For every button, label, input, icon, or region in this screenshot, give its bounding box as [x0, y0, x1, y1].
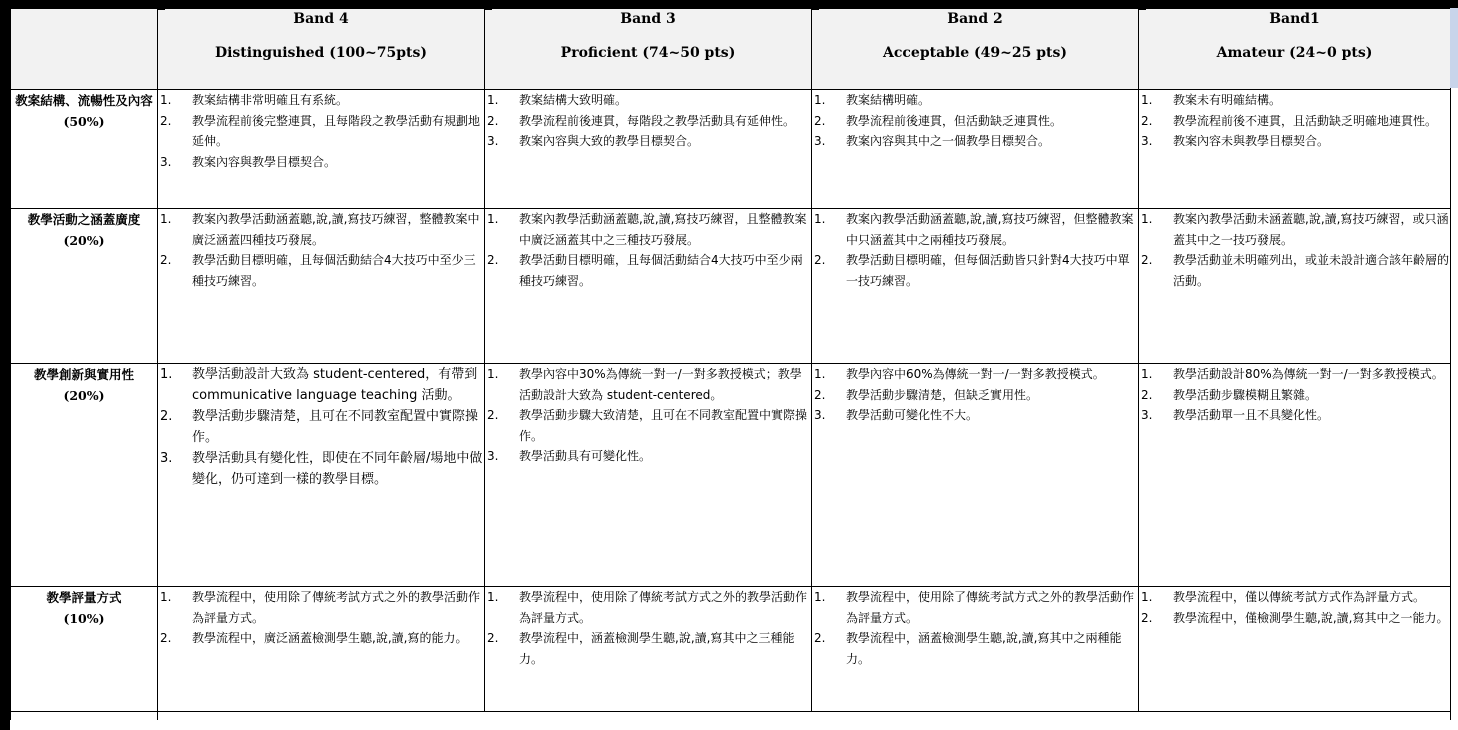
item-number: 3.	[814, 408, 826, 422]
descriptor-item	[487, 111, 811, 132]
band-name: Band 3	[620, 11, 676, 27]
item-number: 2.	[160, 253, 172, 267]
item-number: 3.	[1141, 134, 1153, 148]
item-text: 教案未有明確結構。	[1173, 93, 1282, 107]
header-accent-strip	[1450, 8, 1458, 88]
descriptor-list	[485, 587, 811, 669]
descriptor-item	[1141, 131, 1450, 152]
descriptor-list	[158, 90, 484, 172]
item-number: 1.	[814, 93, 826, 107]
band-descriptor-cell	[1139, 364, 1451, 587]
descriptor-item	[487, 446, 811, 467]
item-number: 1.	[160, 367, 173, 382]
descriptor-list	[485, 209, 811, 291]
item-text: 教學活動步驟清楚，但缺乏實用性。	[846, 387, 1039, 402]
criterion-header	[11, 209, 158, 364]
item-text: 教案內教學活動涵蓋聽,說,讀,寫技巧練習，整體教案中廣泛涵蓋四種技巧發展。	[192, 212, 480, 247]
descriptor-item	[1141, 608, 1450, 629]
trailing-row	[11, 712, 1451, 721]
descriptor-item	[1141, 587, 1450, 608]
descriptor-item	[1141, 111, 1450, 132]
item-number: 2.	[160, 409, 173, 424]
descriptor-item	[487, 209, 811, 250]
descriptor-item	[487, 364, 811, 405]
criterion-header	[11, 90, 158, 209]
item-text: 教學活動設計80%為傳統一對一/一對多教授模式。	[1173, 367, 1444, 381]
item-number: 2.	[814, 253, 826, 267]
criterion-name: 教案結構、流暢性及內容	[15, 93, 153, 108]
item-text: 教學流程中，使用除了傳統考試方式之外的教學活動作為評量方式。	[519, 590, 808, 625]
item-text: 教學活動步驟大致清楚，且可在不同教室配置中實際操作。	[519, 408, 808, 443]
item-number: 2.	[1141, 253, 1153, 267]
descriptor-item	[160, 250, 484, 291]
band-1-header	[1139, 9, 1451, 90]
descriptor-list	[158, 209, 484, 291]
item-text: 教學流程中，僅以傳統考試方式作為評量方式。	[1173, 590, 1426, 604]
band-range: Proficient (74~50 pts)	[560, 45, 736, 61]
item-text: 教學活動步驟模糊且繁雜。	[1173, 387, 1318, 402]
item-text: 教學活動目標明確，且每個活動結合4大技巧中至少三種技巧練習。	[192, 253, 476, 288]
criterion-header	[11, 364, 158, 587]
descriptor-list	[812, 209, 1138, 291]
item-text: 教學流程中，涵蓋檢測學生聽,說,讀,寫其中之三種能力。	[519, 631, 795, 666]
band-name: Band 4	[293, 11, 349, 27]
rubric-page	[10, 8, 1458, 730]
descriptor-item	[160, 209, 484, 250]
item-text: 教學流程中，僅檢測學生聽,說,讀,寫其中之一能力。	[1173, 610, 1449, 625]
descriptor-list	[158, 587, 484, 649]
band-descriptor-cell	[485, 364, 812, 587]
item-number: 2.	[487, 408, 499, 422]
item-number: 1.	[814, 590, 826, 604]
descriptor-list	[485, 90, 811, 152]
item-number: 2.	[1141, 113, 1153, 128]
item-number: 2.	[1141, 610, 1153, 625]
item-text: 教案內教學活動未涵蓋聽,說,讀,寫技巧練習，或只涵蓋其中之一技巧發展。	[1173, 212, 1449, 247]
item-text: 教案內容與其中之一個教學目標契合。	[846, 134, 1051, 148]
descriptor-item	[814, 364, 1138, 385]
criterion-row	[11, 587, 1451, 712]
item-number: 2.	[814, 113, 826, 128]
descriptor-item	[1141, 250, 1450, 291]
criterion-weight: (20%)	[63, 233, 105, 248]
descriptor-item	[814, 250, 1138, 291]
band-descriptor-cell	[1139, 209, 1451, 364]
item-number: 2.	[1141, 387, 1153, 402]
item-text: 教學活動目標明確，但每個活動皆只針對4大技巧中單一技巧練習。	[846, 253, 1130, 288]
descriptor-item	[160, 152, 484, 173]
item-text: 教案內教學活動涵蓋聽,說,讀,寫技巧練習，但整體教案中只涵蓋其中之兩種技巧發展。	[846, 212, 1134, 247]
item-text: 教案內容未與教學目標契合。	[1173, 134, 1330, 148]
item-text: 教學活動具有變化性，即使在不同年齡層/場地中做變化，仍可達到一樣的教學目標。	[192, 451, 483, 487]
item-text: 教學內容中60%為傳統一對一/一對多教授模式。	[846, 367, 1105, 381]
item-number: 1.	[487, 212, 499, 226]
item-text: 教案內容與教學目標契合。	[192, 154, 337, 169]
descriptor-item	[160, 587, 484, 628]
descriptor-item	[814, 587, 1138, 628]
descriptor-item	[814, 405, 1138, 426]
item-number: 1.	[814, 367, 826, 381]
criterion-row	[11, 90, 1451, 209]
band-descriptor-cell	[485, 587, 812, 712]
descriptor-list	[812, 587, 1138, 669]
descriptor-item	[487, 250, 811, 291]
item-number: 1.	[487, 367, 499, 381]
descriptor-list	[812, 364, 1138, 426]
item-text: 教案結構非常明確且有系統。	[192, 93, 349, 107]
band-range: Amateur (24~0 pts)	[1216, 45, 1373, 61]
item-number: 1.	[1141, 590, 1153, 604]
band-descriptor-cell	[812, 90, 1139, 209]
band-descriptor-cell	[158, 587, 485, 712]
item-text: 教案內教學活動涵蓋聽,說,讀,寫技巧練習，且整體教案中廣泛涵蓋其中之三種技巧發展。	[519, 212, 807, 247]
descriptor-list	[812, 90, 1138, 152]
item-text: 教學流程前後連貫，但活動缺乏連貫性。	[846, 113, 1063, 128]
item-text: 教學流程前後不連貫，且活動缺乏明確地連貫性。	[1173, 113, 1438, 128]
criterion-header	[11, 587, 158, 712]
item-number: 3.	[487, 449, 499, 463]
item-number: 1.	[1141, 212, 1153, 226]
descriptor-item	[1141, 364, 1450, 385]
item-number: 1.	[487, 590, 499, 604]
item-number: 1.	[160, 212, 172, 226]
item-number: 3.	[814, 134, 826, 148]
item-text: 教學活動並未明確列出，或並未設計適合該年齡層的活動。	[1173, 253, 1450, 288]
criterion-name: 教學創新與實用性	[33, 367, 134, 382]
descriptor-item	[487, 90, 811, 111]
item-text: 教學流程中，涵蓋檢測學生聽,說,讀,寫其中之兩種能力。	[846, 631, 1122, 666]
item-number: 1.	[160, 590, 172, 604]
descriptor-item	[814, 209, 1138, 250]
item-number: 2.	[487, 631, 499, 645]
item-text: 教案結構大致明確。	[519, 93, 628, 107]
band-name: Band1	[1269, 11, 1320, 27]
item-text: 教學活動目標明確，且每個活動結合4大技巧中至少兩種技巧練習。	[519, 253, 803, 288]
descriptor-item	[160, 90, 484, 111]
descriptor-item	[814, 111, 1138, 132]
band-descriptor-cell	[1139, 90, 1451, 209]
descriptor-item	[1141, 90, 1450, 111]
descriptor-item	[814, 90, 1138, 111]
band-4-header	[158, 9, 485, 90]
descriptor-item	[487, 131, 811, 152]
header-corner-cell	[11, 9, 158, 90]
item-number: 1.	[1141, 367, 1153, 381]
criterion-name: 教學活動之涵蓋廣度	[27, 212, 141, 227]
item-text: 教案結構明確。	[846, 93, 931, 107]
criterion-weight: (20%)	[63, 388, 105, 403]
item-number: 1.	[1141, 93, 1153, 107]
descriptor-item	[814, 131, 1138, 152]
criterion-name: 教學評量方式	[46, 590, 122, 605]
band-descriptor-cell	[485, 90, 812, 209]
band-descriptor-cell	[812, 587, 1139, 712]
item-number: 1.	[487, 93, 499, 107]
descriptor-item	[160, 628, 484, 649]
band-range: Distinguished (100~75pts)	[214, 45, 428, 61]
item-number: 2.	[160, 113, 172, 128]
criterion-row	[11, 364, 1451, 587]
band-name: Band 2	[947, 11, 1003, 27]
item-number: 3.	[1141, 408, 1153, 422]
descriptor-item	[1141, 405, 1450, 426]
band-2-header	[812, 9, 1139, 90]
descriptor-item	[160, 448, 484, 490]
descriptor-item	[487, 628, 811, 669]
trailing-cell	[11, 712, 158, 721]
item-text: 教學活動具有可變化性。	[519, 449, 652, 463]
descriptor-list	[1139, 364, 1450, 426]
band-descriptor-cell	[812, 364, 1139, 587]
trailing-cell	[158, 712, 1451, 721]
descriptor-item	[160, 406, 484, 448]
band-3-header	[485, 9, 812, 90]
item-text: 教學流程前後完整連貫，且每階段之教學活動有規劃地延伸。	[192, 113, 481, 148]
item-text: 教案內容與大致的教學目標契合。	[519, 134, 700, 148]
item-text: 教學流程中，使用除了傳統考試方式之外的教學活動作為評量方式。	[846, 590, 1135, 625]
criterion-weight: (50%)	[63, 114, 105, 129]
descriptor-list	[1139, 209, 1450, 291]
item-text: 教學流程前後連貫，每階段之教學活動具有延伸性。	[519, 113, 796, 128]
band-descriptor-cell	[812, 209, 1139, 364]
item-text: 教學活動可變化性不大。	[846, 408, 979, 422]
item-number: 1.	[814, 212, 826, 226]
descriptor-list	[485, 364, 811, 467]
item-number: 1.	[160, 93, 172, 107]
item-number: 2.	[487, 253, 499, 267]
item-text: 教學內容中30%為傳統一對一/一對多教授模式；教學活動設計大致為 student-centered。	[519, 367, 802, 402]
item-number: 3.	[160, 451, 173, 466]
band-descriptor-cell	[158, 364, 485, 587]
item-number: 3.	[487, 134, 499, 148]
descriptor-list	[1139, 587, 1450, 628]
descriptor-item	[160, 111, 484, 152]
item-text: 教學流程中，使用除了傳統考試方式之外的教學活動作為評量方式。	[192, 590, 481, 625]
descriptor-list	[1139, 90, 1450, 152]
descriptor-item	[1141, 209, 1450, 250]
descriptor-item	[814, 385, 1138, 406]
item-number: 2.	[487, 113, 499, 128]
band-descriptor-cell	[1139, 587, 1451, 712]
item-number: 3.	[160, 154, 172, 169]
item-text: 教學流程中，廣泛涵蓋檢測學生聽,說,讀,寫的能力。	[192, 631, 468, 645]
item-number: 2.	[814, 631, 826, 645]
descriptor-item	[1141, 385, 1450, 406]
band-header-row	[11, 9, 1451, 90]
item-number: 2.	[814, 387, 826, 402]
descriptor-item	[814, 628, 1138, 669]
item-number: 2.	[160, 631, 172, 645]
criterion-row	[11, 209, 1451, 364]
band-descriptor-cell	[158, 90, 485, 209]
descriptor-item	[160, 364, 484, 406]
rubric-table	[10, 8, 1451, 720]
descriptor-item	[487, 587, 811, 628]
descriptor-item	[487, 405, 811, 446]
item-text: 教學活動單一且不具變化性。	[1173, 408, 1330, 422]
band-descriptor-cell	[485, 209, 812, 364]
band-descriptor-cell	[158, 209, 485, 364]
item-text: 教學活動設計大致為 student-centered，有帶到 communicative language teaching 活動。	[192, 367, 478, 403]
criterion-weight: (10%)	[63, 611, 105, 626]
descriptor-list	[158, 364, 484, 490]
band-range: Acceptable (49~25 pts)	[883, 45, 1067, 61]
item-text: 教學活動步驟清楚，且可在不同教室配置中實際操作。	[192, 409, 479, 445]
